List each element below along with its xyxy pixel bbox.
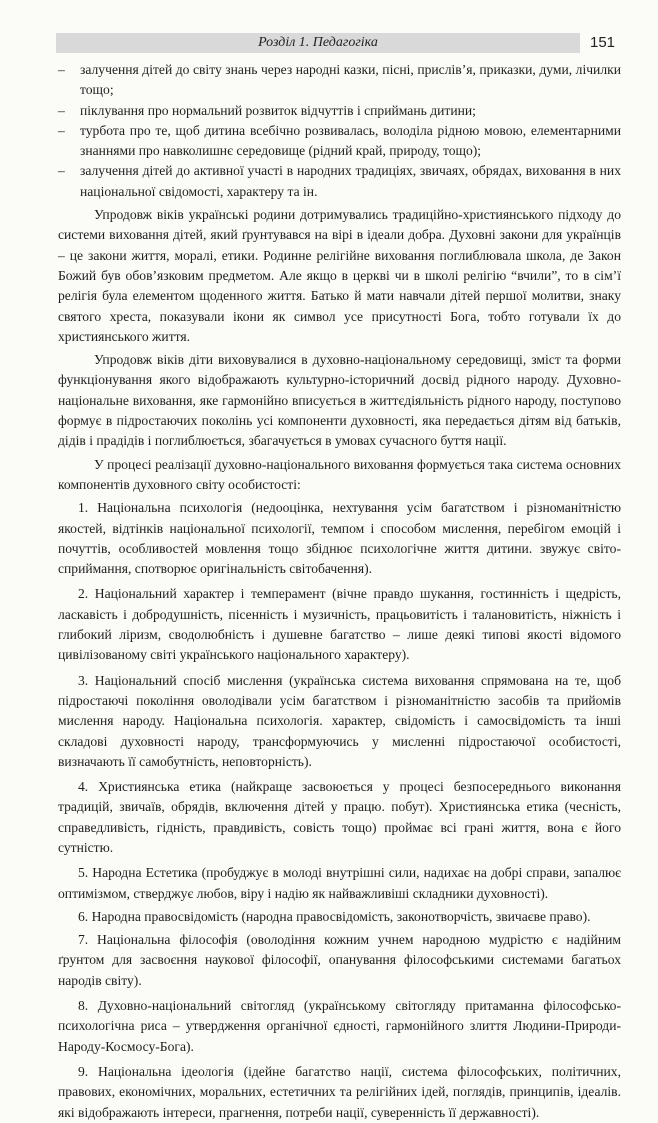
list-item: – залучення дітей до світу знань через народні казки, пісні, прислів’я, приказки, думи, лічилки тощо; [58, 62, 621, 98]
component-item: 8. Духовно-національний світогляд (українському світогляду притаманна філософсько-психологічна риса – утвердження органічної єдності, гармонійного злиття Людини-Природи-Народу-Космосу-Бога). [58, 998, 621, 1054]
paragraph: Упродовж віків діти виховувалися в духовно-національному середовищі, зміст та форми функціонування якого відображають культурно-історичний досвід рідного народу. Духовно-національне виховання, яке гармонійно вписується в життєдіяльність рідного народу, поступово формує в підростаючих поколінь усі компоненти духовності, яка передається дітям від батьків, дідів і прадідів і поглиблюється, збагачується в умовах сучасного буття нації. [58, 352, 621, 449]
dash-marker: – [58, 122, 65, 138]
component-item: 7. Національна філософія (оволодіння кожним учнем народною мудрістю є надійним ґрунтом для засвоєння наукової філософії, опанування філософськими системами багатьох народів світу). [58, 932, 621, 988]
dash-marker: – [58, 102, 65, 118]
component-item: 5. Народна Естетика (пробуджує в молоді внутрішні сили, надихає на добрі справи, запалює оптимізмом, стверджує любов, віру і надію як найважливіші складники духовності). [58, 865, 621, 901]
dash-marker: – [58, 62, 65, 77]
bullet-list [58, 60, 621, 202]
list-item: – залучення дітей до активної участі в народних традиціях, звичаях, обрядах, виховання в них національної свідомості, характеру та ін. [58, 163, 621, 199]
page-body [58, 60, 621, 1123]
component-item: 2. Національний характер і темперамент (вічне правдо шукання, гостинність і щедрість, ласкавість і добродушність, пісенність і музичність, працьовитість і талановитість, ніжність і глибокий ліризм, сводолюбність і душевне багатство – лише деякі типові якості відомого цивілізованому світі українського національного характеру). [58, 586, 621, 663]
component-item: 3. Національний спосіб мислення (українська система виховання спрямована на те, щоб підростаючі покоління оволодівали усім багатством і різноманітністю засобів та прийомів мислення народу. Національна психологія. характер, свідомість і самосвідомість та інші складові духовності народу, трансформуючись у мисленні підростаючої особистості, визначають її самобутність, неповторність). [58, 672, 621, 769]
dash-marker: – [58, 163, 65, 179]
page-number: 151 [590, 34, 616, 51]
component-item: 9. Національна ідеологія (ідейне багатство нації, система філософських, політичних, правових, економічних, моральних, естетичних та релігійних ідей, поглядів, принципів, ідеалів. які відображають інтереси, прагнення, потреби нації, суверенність її державності). [58, 1063, 621, 1120]
list-item: – турбота про те, щоб дитина всебічно розвивалась, володіла рідною мовою, елементарними знаннями про навколишнє середовище (рідний край, природу, тощо); [58, 122, 621, 159]
component-item: 4. Християнська етика (найкраще засвоюється у процесі безпосереднього виконання традицій, звичаїв, обрядів, включення дітей у працю. побут). Християнська етика (чесність, справедливість, гідність, правдивість, совість тощо) проймає всі грані життя, вона є його сутністю. [58, 779, 621, 855]
list-item: – піклування про нормальний розвиток відчуттів і сприймань дитини; [58, 101, 621, 121]
paragraph: У процесі реалізації духовно-національного виховання формується така система основних компонентів духовного світу особистості: [58, 456, 621, 492]
paragraph: Упродовж віків українські родини дотримувались традиційно-християнського підходу до системи виховання дітей, який ґрунтувався на вірі в ідеали добра. Духовні закони для українців – це закони життя, моралі, етики. Родинне релігійне виховання поглиблювала школа, де Закон Божий був обов’язковим предметом. Але якщо в церкві чи в школі релігію “вчили”, то в сім’ї релігія була елементом щоденного життя. Батько й мати навчали дітей першої молитви, знаку святого хреста, показували ікони як символ усе присутності Бога, тобто готували їх до християнського життя. [58, 207, 621, 344]
component-item: 6. Народна правосвідомість (народна правосвідомість, законотворчість, звичаєве право). [78, 908, 591, 924]
component-item: 1. Національна психологія (недооцінка, нехтування усім багатством і різноманітністю якостей, відтінків національної психології, темпом і способом мислення, перебігом емоцій і почуттів, особливостей мовлення тощо збіднює психологічне життя дитини. звужує світо-сприймання, спотворює оригінальність світобачення). [58, 500, 621, 577]
section-title: Розділ 1. Педагогіка [258, 35, 378, 50]
